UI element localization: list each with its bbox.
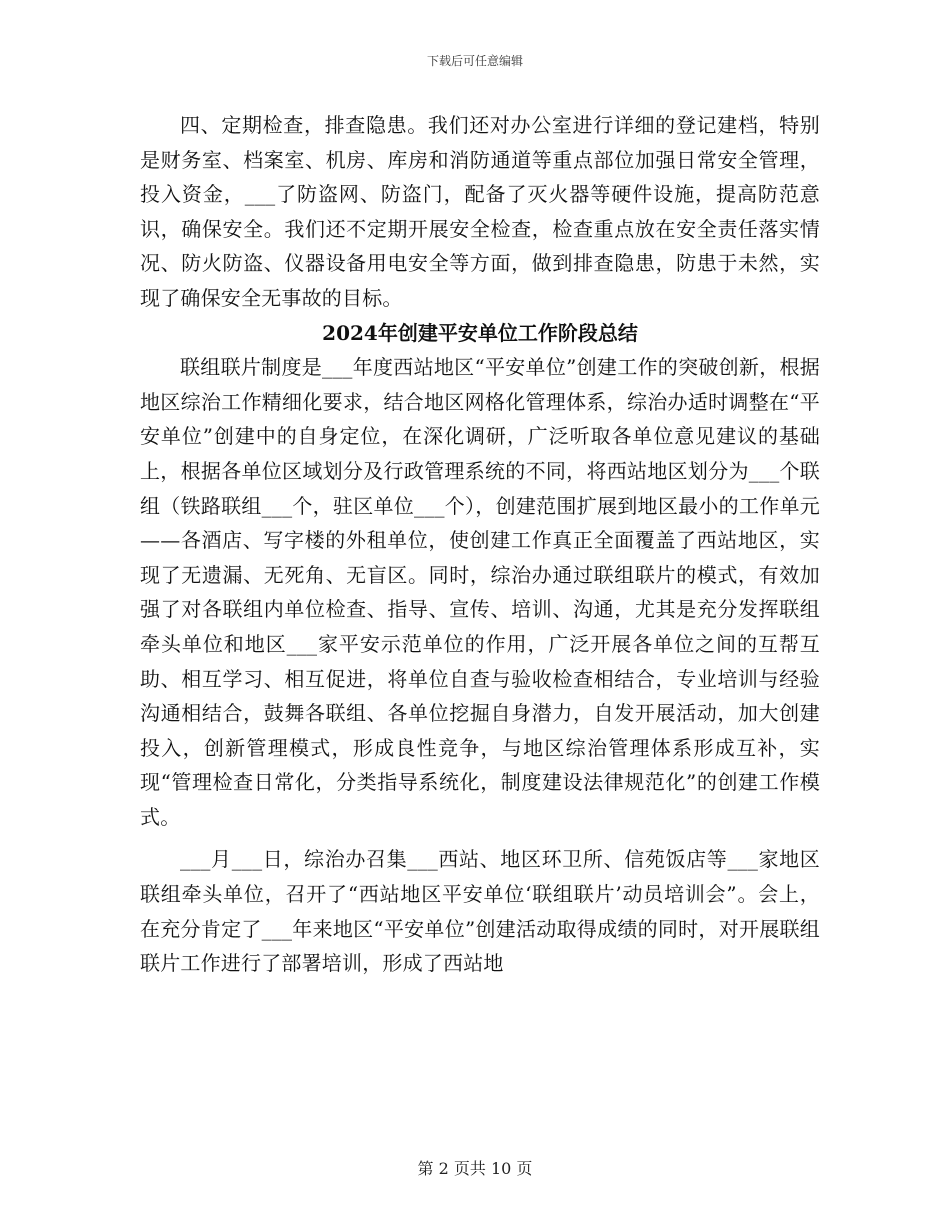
- paragraph-joint-group: 联组联片制度是___年度西站地区“平安单位”创建工作的突破创新，根据地区综治工作精细化要求，结合地区网格化管理体系，综治办适时调整在“平安单位”创建中的自身定位，在深化调研，广泛听取各单位意见建议的基础上，根据各单位区域划分及行政管理系统的不同，将西站地区划分为___个联组（铁路联组___个，驻区单位___个），创建范围扩展到地区最小的工作单元——各酒店、写字楼的外租单位，使创建工作真正全面覆盖了西站地区，实现了无遗漏、无死角、无盲区。同时，综治办通过联组联片的模式，有效加强了对各联组内单位检查、指导、宣传、培训、沟通，尤其是充分发挥联组牵头单位和地区___家平安示范单位的作用，广泛开展各单位之间的互帮互助、相互学习、相互促进，将单位自查与验收检查相结合，专业培训与经验沟通相结合，鼓舞各联组、各单位挖掘自身潜力，自发开展活动，加大创建投入，创新管理模式，形成良性竞争，与地区综治管理体系形成互补，实现“管理检查日常化，分类指导系统化，制度建设法律规范化”的创建工作模式。: [140, 355, 820, 829]
- page-header: 下载后可任意编辑: [426, 54, 523, 68]
- page-footer: 第 2 页共 10 页: [417, 1159, 533, 1178]
- paragraph-gap: [140, 834, 820, 842]
- paragraph-meeting: ___月___日，综治办召集___西站、地区环卫所、信苑饭店等___家地区联组牵头单位，召开了“西站地区平安单位‘联组联片’动员培训会”。会上，在充分肯定了___年来地区“平安单位”创建活动取得成绩的同时，对开展联组联片工作进行了部署培训，形成了西站地: [140, 847, 820, 976]
- document-body: [140, 108, 820, 981]
- paragraph-inspection: 四、定期检查，排查隐患。我们还对办公室进行详细的登记建档，特别是财务室、档案室、机房、库房和消防通道等重点部位加强日常安全管理，投入资金，___了防盗网、防盗门，配备了灭火器等硬件设施，提高防范意识，确保安全。我们还不定期开展安全检查，检查重点放在安全责任落实情况、防火防盗、仪器设备用电安全等方面，做到排查隐患，防患于未然，实现了确保安全无事故的目标。: [140, 113, 820, 310]
- section-title: 2024年创建平安单位工作阶段总结: [322, 320, 638, 345]
